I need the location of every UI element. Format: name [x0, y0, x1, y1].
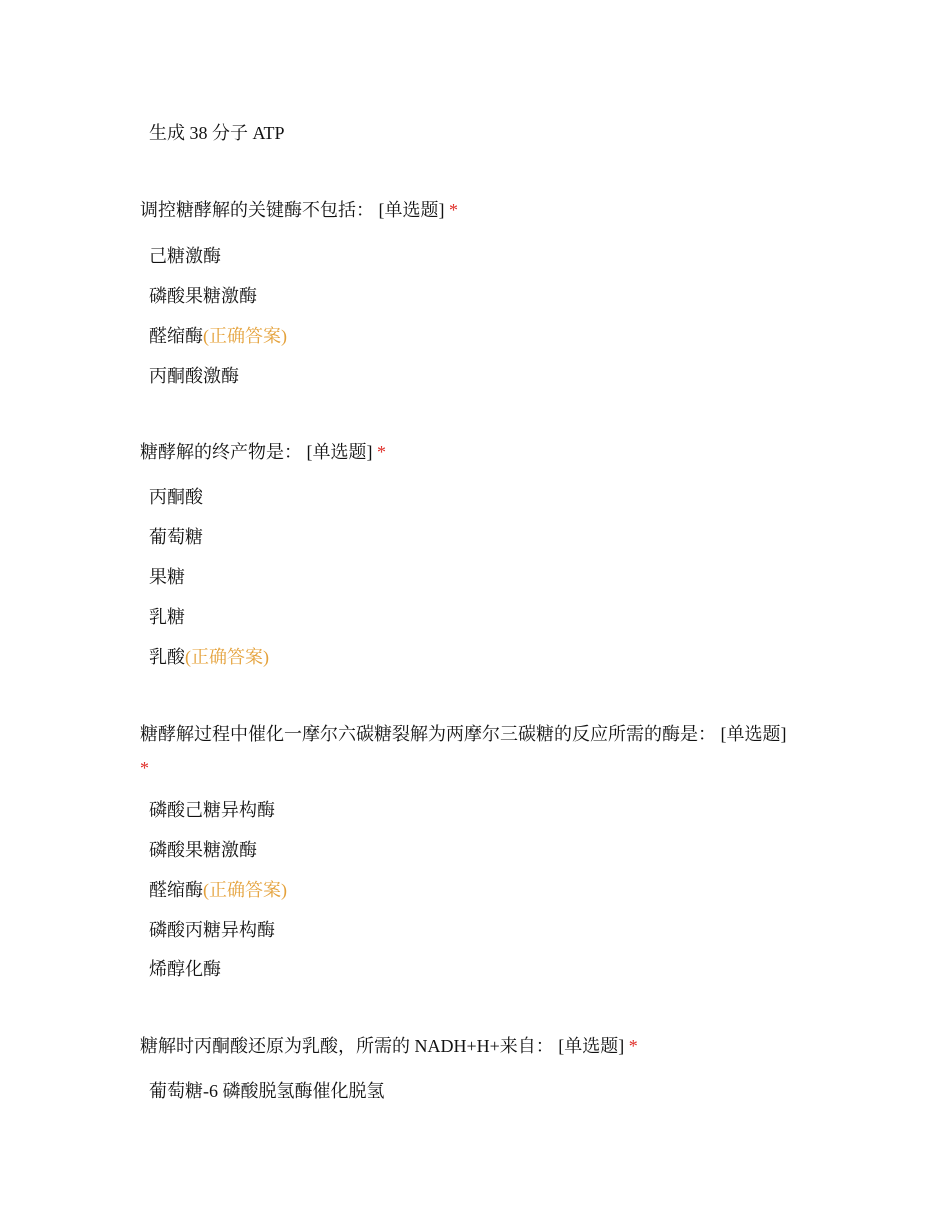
option-label: 磷酸果糖激酶	[149, 840, 257, 860]
question-type-tag: [单选题]	[378, 200, 445, 220]
question-title	[140, 197, 458, 223]
option-item[interactable]	[149, 837, 257, 863]
option-label: 磷酸丙糖异构酶	[149, 920, 275, 940]
question-type-tag: [单选题]	[558, 1036, 625, 1056]
option-label: 乳酸	[149, 647, 185, 667]
question-text: 糖酵解过程中催化一摩尔六碳糖裂解为两摩尔三碳糖的反应所需的酶是：	[140, 724, 716, 744]
option-label: 丙酮酸激酶	[149, 366, 239, 386]
option-item[interactable]	[149, 564, 185, 590]
required-asterisk: *	[628, 1036, 638, 1056]
required-asterisk: *	[140, 758, 149, 778]
question-text: 糖酵解的终产物是：	[140, 442, 302, 462]
required-asterisk: *	[377, 442, 386, 462]
option-label: 果糖	[149, 567, 185, 587]
question-title	[140, 439, 386, 465]
option-item[interactable]	[149, 917, 275, 943]
option-label: 醛缩酶	[149, 880, 203, 900]
required-asterisk: *	[449, 200, 458, 220]
option-item[interactable]	[149, 283, 257, 309]
option-item[interactable]	[149, 956, 221, 982]
option-label: 烯醇化酶	[149, 959, 221, 979]
correct-answer-label: (正确答案)	[203, 326, 287, 346]
option-item[interactable]	[149, 604, 185, 630]
question-title	[140, 721, 787, 747]
option-label: 葡萄糖-6 磷酸脱氢酶催化脱氢	[149, 1081, 385, 1101]
option-label: 丙酮酸	[149, 487, 203, 507]
correct-answer-label: (正确答案)	[203, 880, 287, 900]
option-label: 磷酸己糖异构酶	[149, 800, 275, 820]
option-label: 葡萄糖	[149, 527, 203, 547]
option-item[interactable]	[149, 797, 275, 823]
option-item[interactable]	[149, 120, 285, 146]
option-item[interactable]	[149, 877, 287, 903]
question-title-continued	[140, 755, 149, 781]
option-label: 乳糖	[149, 607, 185, 627]
question-title	[140, 1033, 638, 1059]
option-item[interactable]	[149, 1078, 385, 1104]
question-type-tag: [单选题]	[720, 724, 787, 744]
option-item[interactable]	[149, 323, 287, 349]
question-text: 调控糖酵解的关键酶不包括：	[140, 200, 374, 220]
option-label: 磷酸果糖激酶	[149, 286, 257, 306]
option-item[interactable]	[149, 484, 203, 510]
option-item[interactable]	[149, 363, 239, 389]
option-item[interactable]	[149, 243, 221, 269]
question-text: 糖解时丙酮酸还原为乳酸，所需的 NADH+H+来自：	[140, 1036, 554, 1056]
option-label: 生成 38 分子 ATP	[149, 123, 285, 143]
correct-answer-label: (正确答案)	[185, 647, 269, 667]
option-label: 醛缩酶	[149, 326, 203, 346]
option-item[interactable]	[149, 524, 203, 550]
question-type-tag: [单选题]	[306, 442, 373, 462]
option-item[interactable]	[149, 644, 269, 670]
option-label: 己糖激酶	[149, 246, 221, 266]
